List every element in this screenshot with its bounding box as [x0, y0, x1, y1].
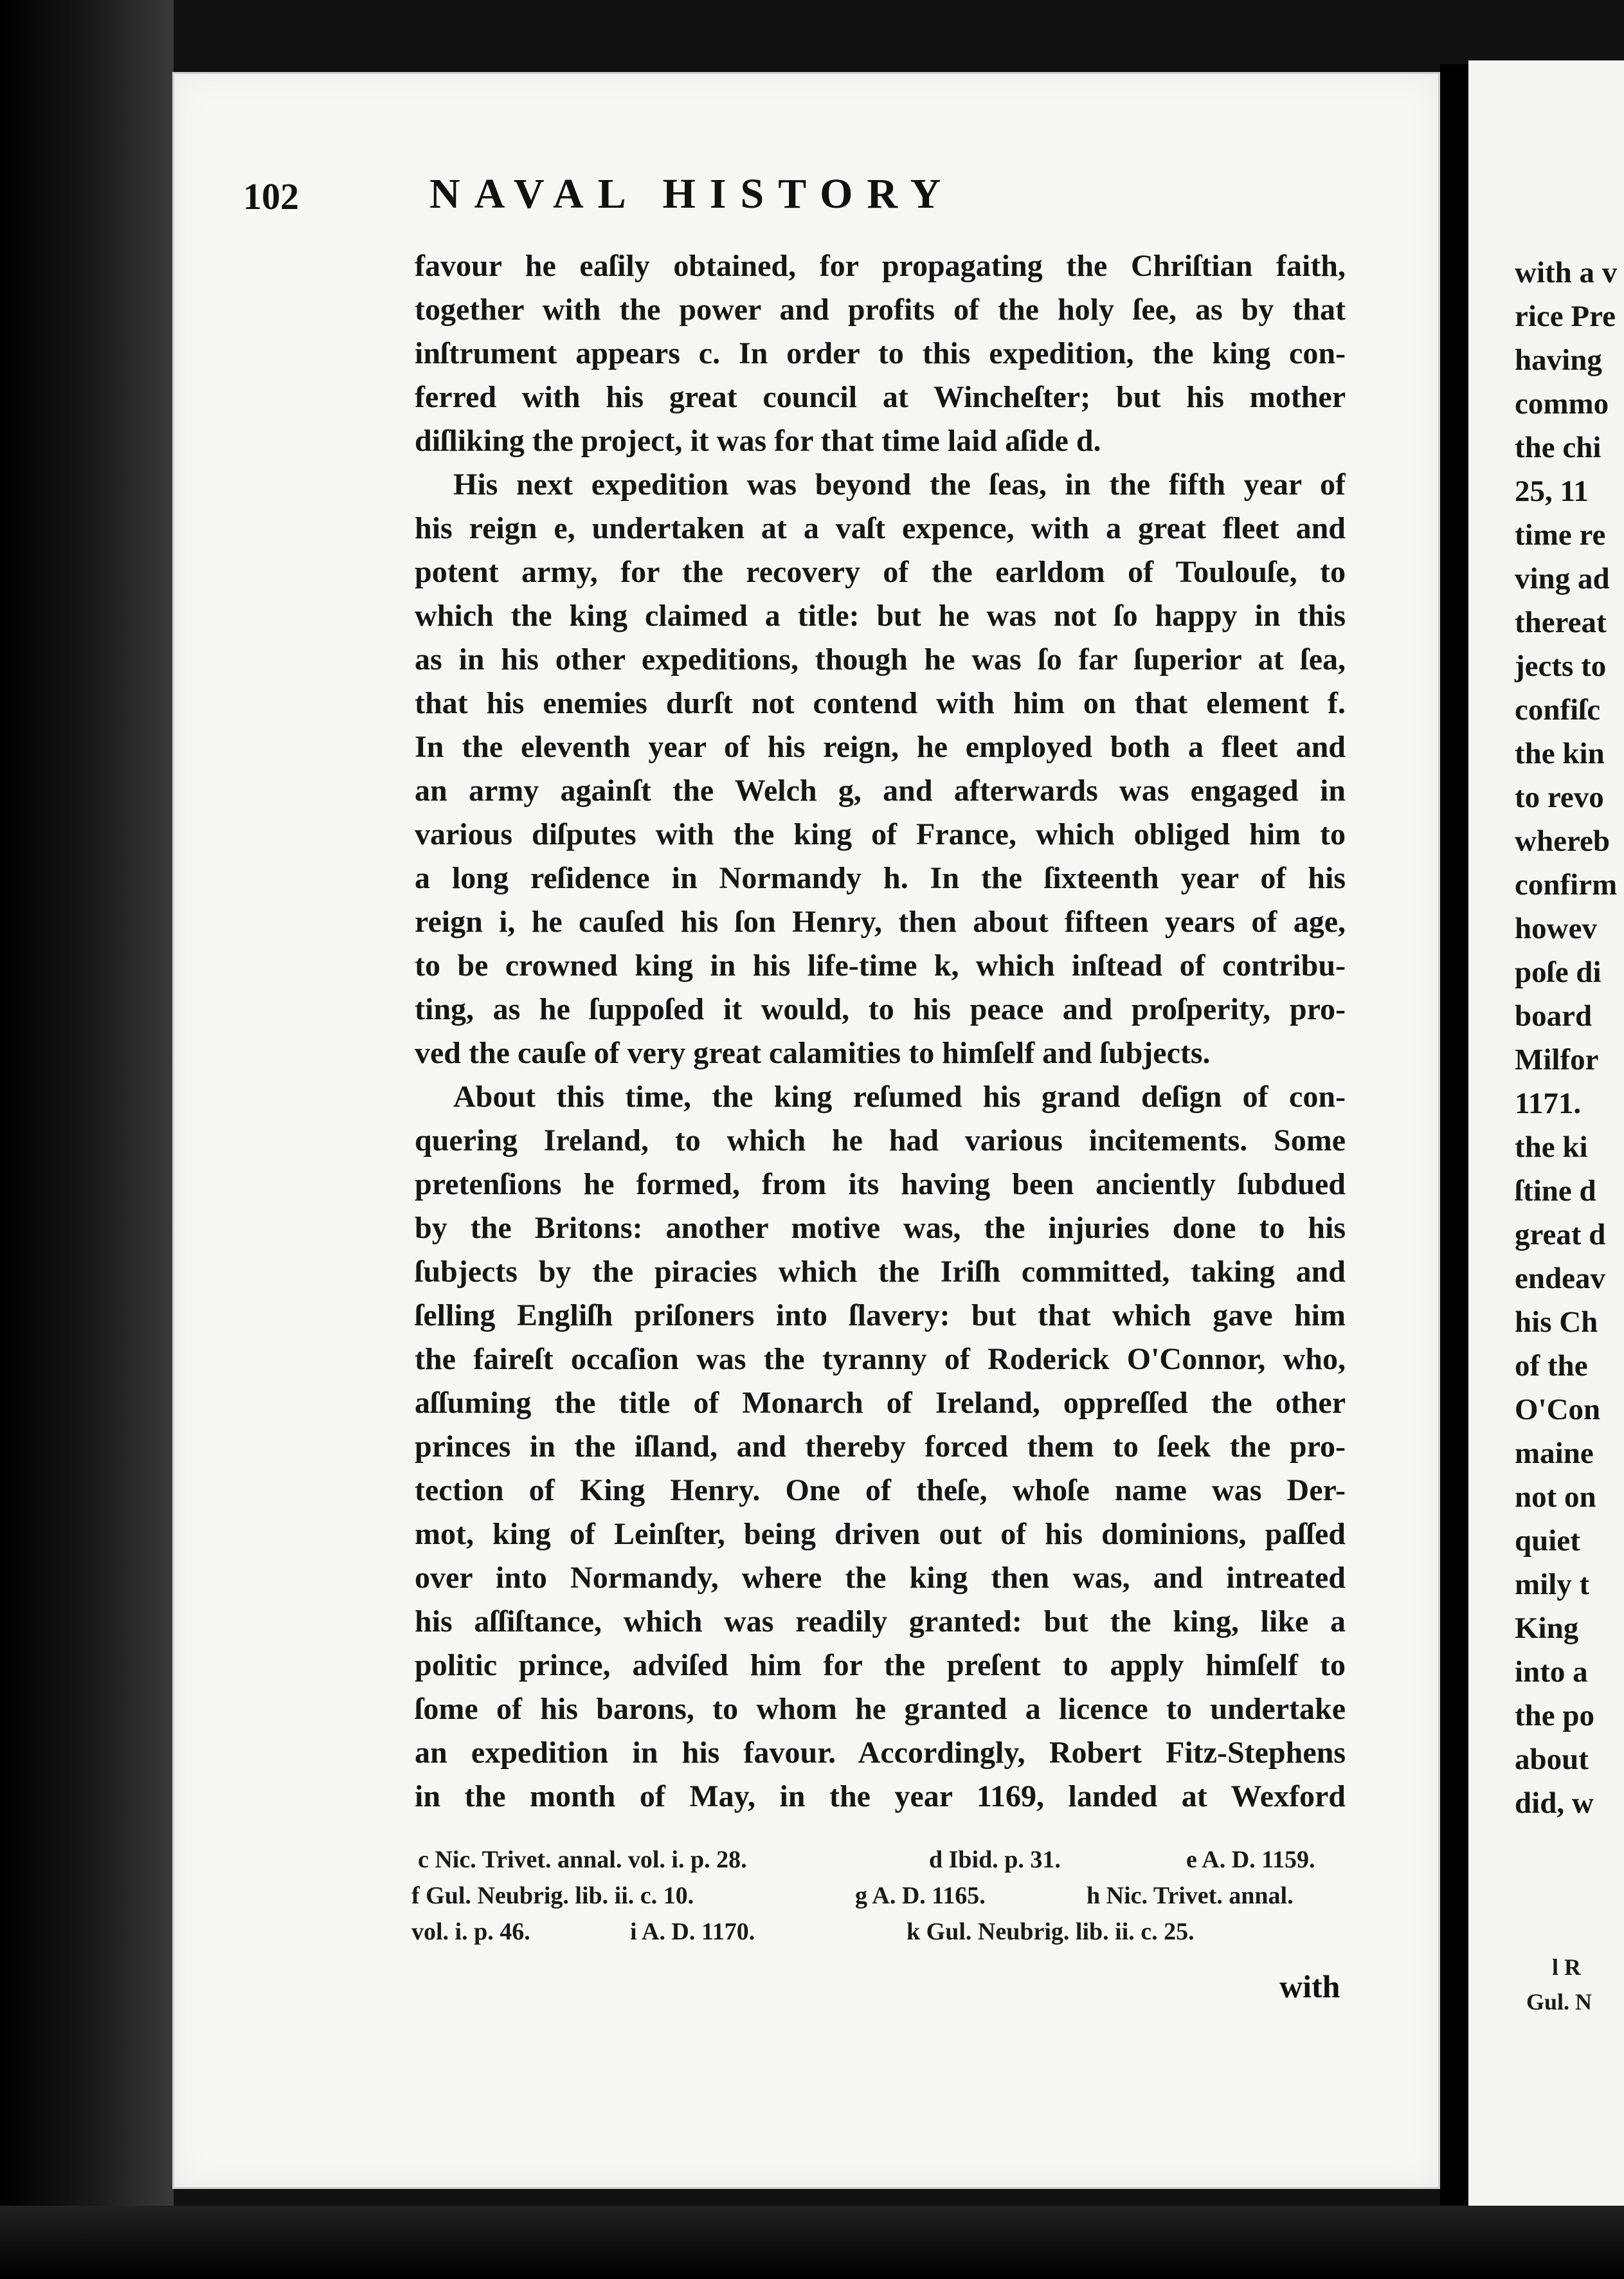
text-line: potent army, for the recovery of the earldom of Toulouſe, to — [415, 555, 1346, 589]
page-number: 102 — [243, 176, 299, 217]
footnote: k Gul. Neubrig. lib. ii. c. 25. — [907, 1918, 1195, 1945]
text-line: confirm — [1515, 868, 1618, 902]
right-page-text — [1515, 251, 1624, 1825]
text-line: aſſuming the title of Monarch of Ireland, oppreſſed the other — [415, 1386, 1346, 1420]
text-line: mily t — [1515, 1568, 1590, 1601]
text-line: poſe di — [1515, 956, 1601, 989]
text-line: that his enemies durſt not contend with him on that element f. — [415, 686, 1346, 720]
text-line: to be crowned king in his life-time k, which inſtead of contribu- — [415, 949, 1346, 983]
text-line: great d — [1515, 1218, 1606, 1251]
bottom-edge — [0, 2206, 1624, 2279]
page-header — [243, 170, 1156, 226]
text-line: of the — [1515, 1349, 1588, 1383]
text-line: maine — [1515, 1437, 1594, 1470]
text-line: politic prince, adviſed him for the preſent to apply himſelf to — [415, 1648, 1346, 1682]
footnote: d Ibid. p. 31. — [929, 1846, 1061, 1873]
text-line: mot, king of Leinſter, being driven out of his dominions, paſſed — [415, 1517, 1346, 1551]
text-line: to revo — [1515, 781, 1604, 814]
footnote: c Nic. Trivet. annal. vol. i. p. 28. — [418, 1846, 747, 1873]
catchword: with — [1279, 1968, 1340, 2004]
text-line: pretenſions he formed, from its having been anciently ſubdued — [415, 1167, 1346, 1201]
text-line: over into Normandy, where the king then was, and intreated — [415, 1561, 1346, 1595]
text-line: not on — [1515, 1480, 1596, 1514]
footnote: f Gul. Neubrig. lib. ii. c. 10. — [411, 1882, 694, 1909]
text-line: did, w — [1515, 1786, 1594, 1820]
text-line: In the eleventh year of his reign, he employed both a fleet and — [415, 730, 1346, 764]
text-line: ſome of his barons, to whom he granted a licence to undertake — [415, 1692, 1346, 1726]
text-line: various diſputes with the king of France, which obliged him to — [415, 817, 1346, 851]
footnotes — [411, 1846, 1350, 1954]
footnote-row — [411, 1846, 1350, 1882]
text-line: favour he eaſily obtained, for propagating the Chriſtian faith, — [415, 249, 1346, 283]
text-line: Milfor — [1515, 1043, 1599, 1076]
text-line: ſtine d — [1515, 1174, 1596, 1208]
footnote: vol. i. p. 46. — [411, 1918, 530, 1945]
text-line: a long reſidence in Normandy h. In the ſixteenth year of his — [415, 861, 1346, 895]
footnote-row — [411, 1882, 1350, 1918]
text-line: as in his other expeditions, though he was ſo far ſuperior at ſea, — [415, 642, 1346, 676]
text-line: an expedition in his favour. Accordingly, Robert Fitz-Stephens — [415, 1736, 1346, 1770]
text-line: with a v — [1515, 256, 1618, 289]
text-line: ſelling Engliſh priſoners into ſlavery: but that which gave him — [415, 1298, 1346, 1332]
text-line: About this time, the king reſumed his grand deſign of con- — [453, 1080, 1346, 1114]
footnote: e A. D. 1159. — [1186, 1846, 1315, 1873]
text-line: His next expedition was beyond the ſeas, in the fifth year of — [453, 468, 1346, 502]
right-page-fragment — [1468, 60, 1624, 2215]
text-line: jects to — [1515, 649, 1607, 683]
text-line: ving ad — [1515, 562, 1610, 595]
footnote: g A. D. 1165. — [855, 1882, 986, 1909]
text-line: which the king claimed a title: but he was not ſo happy in this — [415, 599, 1346, 633]
text-line: his reign e, undertaken at a vaſt expence, with a great fleet and — [415, 511, 1346, 545]
text-line: princes in the iſland, and thereby forced them to ſeek the pro- — [415, 1430, 1346, 1464]
text-line: ſubjects by the piracies which the Iriſh committed, taking and — [415, 1255, 1346, 1289]
body-text — [415, 244, 1346, 1819]
book-gutter — [1440, 64, 1468, 2212]
text-line: diſliking the project, it was for that time laid aſide d. — [415, 424, 1101, 458]
running-head: NAVAL HISTORY — [429, 170, 955, 217]
text-line: about — [1515, 1743, 1589, 1776]
text-line: confiſc — [1515, 693, 1601, 727]
text-line: into a — [1515, 1655, 1588, 1689]
left-page-shadow — [0, 0, 174, 2279]
right-page-footnotes — [1526, 1950, 1624, 2019]
text-line: thereat — [1515, 606, 1607, 639]
footnote: l R — [1552, 1954, 1581, 1980]
text-line: ved the cauſe of very great calamities to himſelf and ſubjects. — [415, 1036, 1211, 1070]
text-line: the faireſt occaſion was the tyranny of Roderick O'Connor, who, — [415, 1342, 1346, 1376]
text-line: commo — [1515, 387, 1609, 421]
text-line: together with the power and profits of the holy ſee, as by that — [415, 293, 1346, 327]
text-line: O'Con — [1515, 1393, 1601, 1426]
text-line: rice Pre — [1515, 300, 1616, 333]
text-line: quiet — [1515, 1524, 1580, 1557]
footnote: i A. D. 1170. — [630, 1918, 755, 1945]
footnote-row — [411, 1918, 1350, 1954]
text-line: his Ch — [1515, 1305, 1598, 1339]
text-line: King — [1515, 1612, 1579, 1645]
text-line: time re — [1515, 518, 1606, 552]
text-line: in the month of May, in the year 1169, landed at Wexford — [415, 1779, 1346, 1813]
text-line: whereb — [1515, 824, 1610, 858]
text-line: having — [1515, 343, 1602, 377]
text-line: 1171. — [1515, 1087, 1582, 1120]
text-line: reign i, he cauſed his ſon Henry, then about fifteen years of age, — [415, 905, 1346, 939]
text-line: board — [1515, 999, 1592, 1033]
footnote: Gul. N — [1526, 1989, 1592, 2015]
text-line: by the Britons: another motive was, the injuries done to his — [415, 1211, 1346, 1245]
text-line: tection of King Henry. One of theſe, whoſe name was Der- — [415, 1473, 1346, 1507]
text-line: the chi — [1515, 431, 1601, 464]
footnote: h Nic. Trivet. annal. — [1087, 1882, 1294, 1909]
text-line: ting, as he ſuppoſed it would, to his peace and proſperity, pro- — [415, 992, 1346, 1026]
text-line: the po — [1515, 1699, 1595, 1732]
text-line: an army againſt the Welch g, and afterwards was engaged in — [415, 774, 1346, 808]
text-line: the kin — [1515, 737, 1605, 770]
text-line: howev — [1515, 912, 1597, 945]
text-line: his aſſiſtance, which was readily granted: but the king, like a — [415, 1604, 1346, 1639]
text-line: the ki — [1515, 1130, 1588, 1164]
text-line: inſtrument appears c. In order to this expedition, the king con- — [415, 336, 1346, 370]
text-line: endeav — [1515, 1262, 1605, 1295]
text-line: quering Ireland, to which he had various incitements. Some — [415, 1123, 1346, 1158]
text-line: 25, 11 — [1515, 475, 1589, 508]
text-line: ferred with his great council at Wincheſter; but his mother — [415, 380, 1346, 414]
